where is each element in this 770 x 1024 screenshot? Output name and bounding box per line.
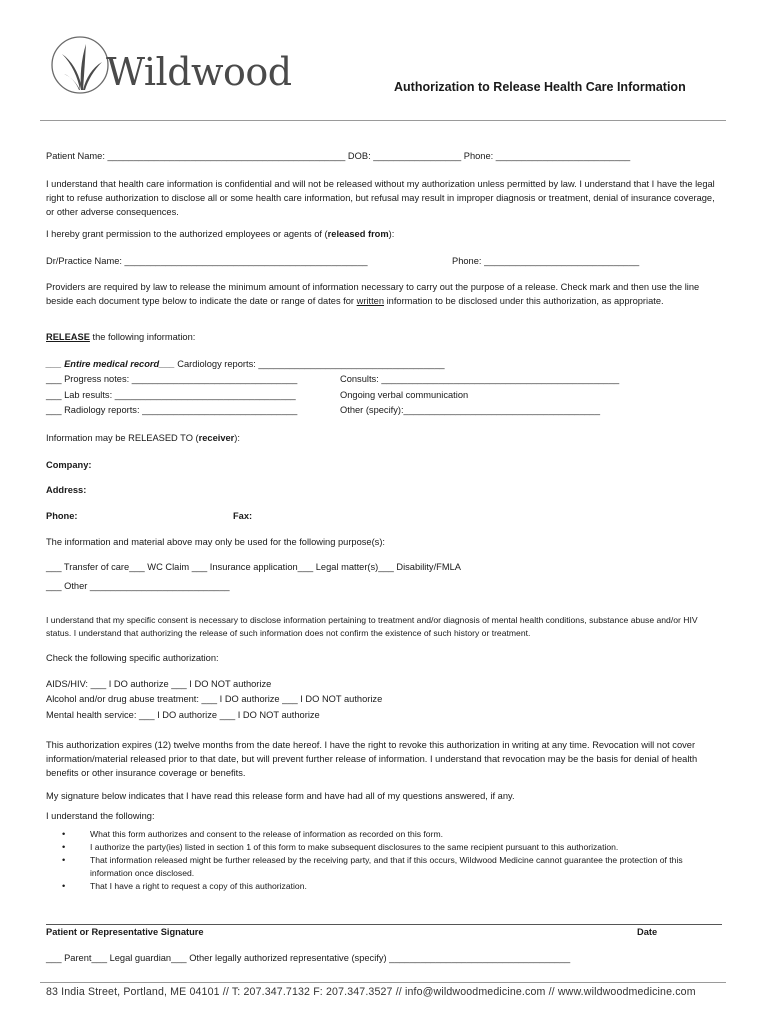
radiology-reports-option[interactable]: ___ Radiology reports: ______________________________ bbox=[46, 405, 298, 415]
providers-text-after: information to be disclosed under this authorization, as appropriate. bbox=[384, 296, 664, 306]
address-label: Address: bbox=[46, 485, 87, 495]
mental-health-authorization[interactable]: Mental health service: ___ I DO authorize ___ I DO NOT authorize bbox=[46, 710, 320, 720]
purpose-intro: The information and material above may only be used for the following purpose(s): bbox=[46, 537, 386, 547]
patient-line bbox=[46, 151, 630, 161]
other-specify-option[interactable]: Other (specify):______________________________________ bbox=[340, 405, 601, 415]
cardiology-reports-option[interactable]: Cardiology reports: ____________________________________ bbox=[174, 359, 445, 369]
receiver-prefix: Information may be RELEASED TO ( bbox=[46, 433, 199, 443]
specific-auth-heading: Check the following specific authorization: bbox=[46, 653, 219, 663]
bullet-item: That information released might be further released by the receiving party, and that if this occurs, Wildwood Medicine cannot guarantee the protection of this information once disclosed. bbox=[90, 855, 683, 878]
grant-statement bbox=[46, 229, 394, 239]
providers-text-before: Providers are required by law to release the minimum amount of information necessary to carry out the purpose of a release. Check mark and then use the line beside each document type below to indicate the date or range of dates for bbox=[46, 282, 700, 306]
providers-underlined: written bbox=[356, 296, 385, 306]
practice-phone bbox=[452, 256, 639, 266]
release-row-1 bbox=[46, 359, 445, 369]
progress-notes-option[interactable]: ___ Progress notes: ________________________________ bbox=[46, 374, 298, 384]
receiver-heading bbox=[46, 433, 240, 443]
practice-phone-field[interactable]: ______________________________ bbox=[484, 256, 640, 266]
header-divider bbox=[40, 120, 726, 121]
receiver-suffix: ): bbox=[234, 433, 240, 443]
lab-results-option[interactable]: ___ Lab results: ___________________________________ bbox=[46, 390, 296, 400]
dob-field[interactable]: _________________ bbox=[373, 151, 462, 161]
consults-option[interactable]: Consults: ______________________________________________ bbox=[340, 374, 620, 384]
practice-line bbox=[46, 256, 368, 266]
grant-prefix: I hereby grant permission to the authorized employees or agents of ( bbox=[46, 229, 328, 239]
patient-name-field[interactable]: ______________________________________________ bbox=[107, 151, 346, 161]
signature-statement: My signature below indicates that I have read this release form and have had all of my questions answered, if any. bbox=[46, 791, 515, 801]
receiver-fax-label: Fax: bbox=[233, 511, 253, 521]
bullet-glyph: • bbox=[62, 855, 66, 865]
aids-hiv-authorization[interactable]: AIDS/HIV: ___ I DO authorize ___ I DO NOT authorize bbox=[46, 679, 272, 689]
company-label: Company: bbox=[46, 460, 92, 470]
signature-label: Patient or Representative Signature bbox=[46, 927, 204, 937]
bullet-glyph: • bbox=[62, 829, 66, 839]
purpose-other[interactable]: ___ Other ___________________________ bbox=[46, 581, 230, 591]
mental-health-paragraph: I understand that my specific consent is necessary to disclose information pertaining to treatment and/or diagnosis of mental health conditions, substance abuse and/or HIV status. I understand that authorizing the release of such information does not confirm the existence of such history or treatment. bbox=[46, 615, 698, 638]
receiver-phone-label: Phone: bbox=[46, 511, 78, 521]
bullet-glyph: • bbox=[62, 842, 66, 852]
grant-bold: released from bbox=[327, 229, 389, 239]
intro-paragraph: I understand that health care information is confidential and will not be released without my authorization unless permitted by law. I understand that I have the legal right to refuse authorization to disclose all or some health care information, but refusal may result in improper diagnosis or treatment, denial of insurance coverage, or other adverse consequences. bbox=[46, 179, 715, 217]
representative-relation[interactable]: ___ Parent___ Legal guardian___ Other legally authorized representative (specify) ___________________________________ bbox=[46, 953, 571, 963]
expiry-paragraph: This authorization expires (12) twelve months from the date hereof. I have the right to revoke this authorization in writing at any time. Revocation will not cover information/material released prior to that date, but will prevent further release of information. I understand that revocation may be the basis for denial of health benefits or other insurance coverage or benefits. bbox=[46, 740, 698, 778]
ongoing-verbal-option[interactable]: Ongoing verbal communication bbox=[340, 390, 469, 400]
signature-line[interactable] bbox=[46, 924, 722, 925]
purpose-options[interactable]: ___ Transfer of care___ WC Claim ___ Insurance application___ Legal matter(s)___ Disability/FMLA bbox=[46, 562, 461, 572]
document-title: Authorization to Release Health Care Information bbox=[394, 80, 686, 94]
footer-divider bbox=[40, 982, 726, 983]
understand-heading: I understand the following: bbox=[46, 811, 155, 821]
bullet-item: What this form authorizes and consent to the release of information as recorded on this form. bbox=[90, 829, 443, 839]
release-heading bbox=[46, 332, 195, 342]
patient-name-label: Patient Name: bbox=[46, 151, 108, 161]
alcohol-drug-authorization[interactable]: Alcohol and/or drug abuse treatment: ___ I DO authorize ___ I DO NOT authorize bbox=[46, 694, 383, 704]
practice-name-field[interactable]: _______________________________________________ bbox=[124, 256, 368, 266]
grant-suffix: ): bbox=[388, 229, 395, 239]
providers-paragraph bbox=[46, 280, 722, 308]
release-heading-bold: RELEASE bbox=[46, 332, 90, 342]
bullet-item: That I have a right to request a copy of this authorization. bbox=[90, 881, 307, 891]
logo-wordmark: Wildwood bbox=[106, 50, 292, 94]
date-label: Date bbox=[637, 927, 658, 937]
patient-phone-label: Phone: bbox=[461, 151, 496, 161]
bullet-glyph: • bbox=[62, 881, 66, 891]
dob-label: DOB: bbox=[345, 151, 374, 161]
receiver-bold: receiver bbox=[198, 433, 235, 443]
bullet-item: I authorize the party(ies) listed in section 1 of this form to make subsequent disclosures to the same recipient pursuant to this authorization. bbox=[90, 842, 619, 852]
entire-medical-record-option[interactable]: ___ Entire medical record___ bbox=[46, 359, 175, 369]
release-heading-rest: the following information: bbox=[89, 332, 196, 342]
wildwood-logo-mark bbox=[50, 34, 110, 96]
patient-phone-field[interactable]: __________________________ bbox=[495, 151, 631, 161]
footer-contact: 83 India Street, Portland, ME 04101 // T: 207.347.7132 F: 207.347.3527 // info@wildwoodmedicine.com // www.wildwoodmedicine.com bbox=[46, 986, 696, 998]
practice-name-label: Dr/Practice Name: bbox=[46, 256, 125, 266]
practice-phone-label: Phone: bbox=[452, 256, 485, 266]
